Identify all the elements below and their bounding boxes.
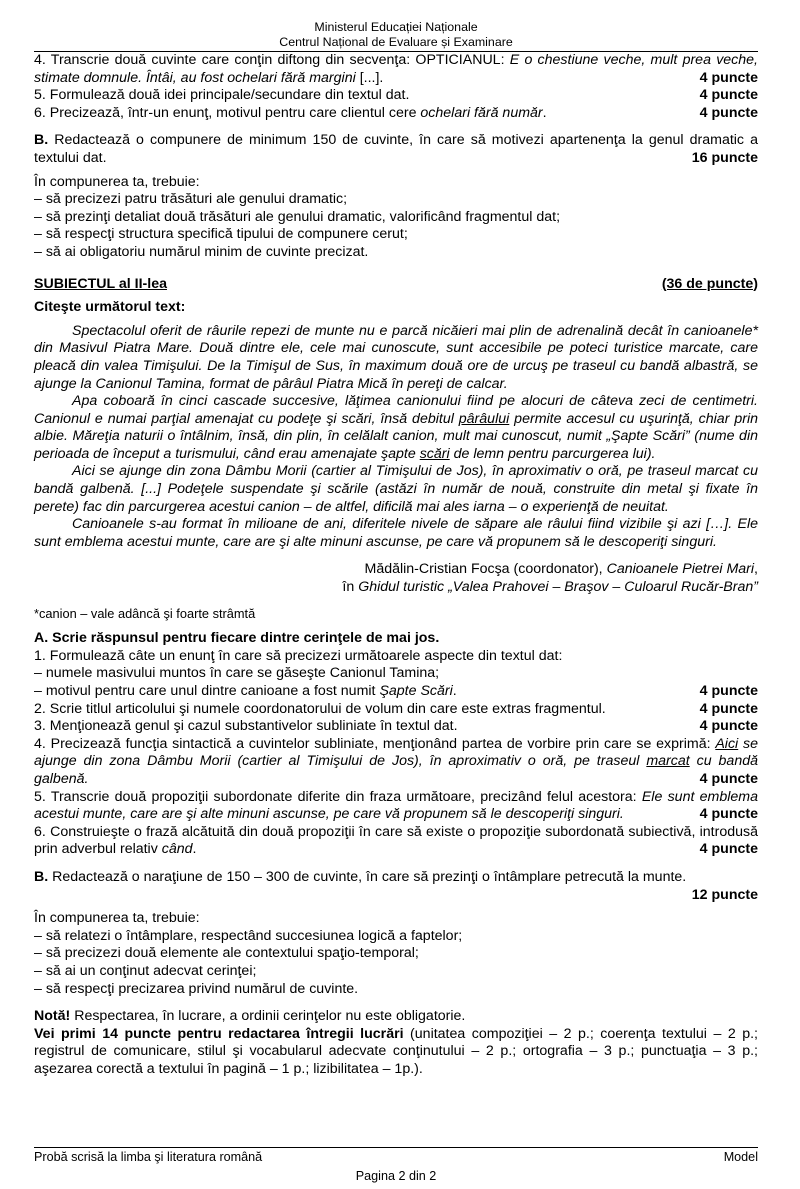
part-a-question-1: 1. Formulează câte un enunţ în care să precizezi următoarele aspecte din textul dat: [34,647,563,664]
part-a-question-4: 4. Precizează funcţia sintactică a cuvintelor subliniate, menţionând partea de vorbire prin care se exprimă: Aici se ajunge din zona Dâmbu Morii (cartier al Timişului de Jos), în aproximativ o oră, pe traseul marcat cu bandă galbenă. 4 puncte [34,735,758,787]
part-a-question-1-points: 4 puncte [699,683,758,699]
question-4: 4. Transcrie două cuvinte care conţin diftong din secvenţa: OPTICIANUL: E o chestiune veche, mult prea veche, stimate domnule. Întâi, au fost ochelari fără margini [...]. 4 puncte [34,52,758,86]
question-4-points: 4 puncte [699,69,758,86]
essay-requirement: – să precizezi patru trăsături ale genului dramatic; [34,191,348,208]
exam-page [34,0,758,1078]
footer-model-label: Model [723,1150,758,1164]
part-b-narrative-points: 12 puncte [691,886,758,903]
subject-2-heading [34,276,758,294]
page-header [34,0,758,49]
read-instruction: Citeşte următorul text: [34,299,186,316]
part-a-question-6: 6. Construieşte o frază alcătuită din două propoziţii în care să existe o propoziţie subordonată subiectivă, introdusă prin adverbul relativ când. 4 puncte [34,823,758,858]
text-paragraph-3: Aici se ajunge din zona Dâmbu Morii (cartier al Timişului de Jos), în aproximativ o oră, pe traseul marcat cu bandă galbenă. [...] Podeţele suspendate şi scările (astăzi în număr de nouă, construite din metal şi fixate în perete) fac din parcurgerea acestui canion – de altfel, dificilă mai ales iarna – o experienţă de neuitat. [34,463,758,515]
text-paragraph-1: Spectacolul oferit de râurile repezi de munte nu e parcă nicăieri mai plin de adrenalină decât în canioanele* din Masivul Piatra Mare. Două dintre ele, cele mai cunoscute, sunt accesibile pe poteci turistice marcate, care pleacă din valea Timişului. De la Timişul de Sus, în maximum două ore de urcuş pe traseul cu bandă albastră, se ajunge la Canionul Tamina, format de pârâul Piatra Mică în pereţi de calcar. [34,322,758,392]
part-b-essay-points: 16 puncte [691,149,758,166]
footer-page-number: Pagina 2 din 2 [355,1169,437,1183]
part-a-question-1-item: – motivul pentru care unul dintre canioane a fost numit Şapte Scări. 4 puncte [34,683,758,699]
part-a-title: A. Scrie răspunsul pentru fiecare dintre cerinţele de mai jos. [34,630,440,647]
subject-2-title: SUBIECTUL al II-lea [34,275,167,292]
narrative-requirements-intro: În compunerea ta, trebuie: [34,910,200,927]
part-a-question-5: 5. Transcrie două propoziţii subordonate diferite din fraza următoare, precizând felul acestora: Ele sunt emblema acestui munte, care are şi alte minuni ascunse, pe care vă propunem să le descoperiţi singuri. 4 puncte [34,788,758,823]
part-a-question-3: 3. Menţionează genul şi cazul substantivelor subliniate în textul dat. 4 puncte [34,718,758,735]
footer-exam-name: Probă scrisă la limba şi literatura română [34,1150,263,1164]
narrative-requirement: – să precizezi două elemente ale contextului spaţio-temporal; [34,945,419,962]
footnote: *canion – vale adâncă şi foarte strâmtă [34,605,256,621]
part-a-question-2: 2. Scrie titlul articolului şi numele coordonatorului de volum din care este extras fragmentul. 4 puncte [34,700,758,717]
source-line-2: în Ghidul turistic „Valea Prahovei – Braşov – Culoarul Rucăr-Bran” [342,579,758,596]
text-paragraph-2: Apa coboară în cinci cascade succesive, lăţimea canionului fiind pe alocuri de câteva zeci de centimetri. Canionul e numai parţial amenajat cu podeţe şi scări, însă debitul pârâului permite accesul cu uşurinţă, chiar prin albie. Măreţia naturii o întâlnim, însă, din plin, în celălalt canion, mult mai cunoscut, numit „Şapte Scări” (nume din perioada de început a turismului, când erau amenajate şapte scări de lemn pentru parcurgerea lui). [34,393,758,462]
footer-divider [34,1147,758,1148]
question-5-points: 4 puncte [699,87,758,104]
question-6: 6. Precizează, într-un enunţ, motivul pentru care clientul cere ochelari fără număr. 4 puncte [34,104,758,121]
part-b-essay-task: B. Redactează o compunere de minimum 150 de cuvinte, în care să motivezi apartenenţa la genul dramatic a textului dat. 16 puncte [34,132,758,166]
text-paragraph-4: Canioanele s-au format în milioane de ani, diferitele nivele de săpare ale râului fiind vizibile şi azi […]. Ele sunt emblema acestui munte, care are şi alte minuni ascunse, pe care vă propunem să le descoperiţi singuri. [34,516,758,550]
part-a-question-3-points: 4 puncte [699,718,758,735]
subject-2-points: (36 de puncte) [661,275,758,292]
essay-requirements-intro: În compunerea ta, trebuie: [34,173,200,190]
part-a-question-2-points: 4 puncte [699,700,758,717]
part-b-narrative-task: B. Redactează o naraţiune de 150 – 300 de cuvinte, în care să prezinţi o întâmplare petrecută la munte. 12 puncte [34,868,758,903]
grading-note: Vei primi 14 puncte pentru redactarea întregii lucrări (unitatea compoziţiei – 2 p.; coerenţa textului – 2 p.; registrul de comunicare, stilul şi vocabularul adecvate conţinutului – 2 p.; ortografia – 3 p.; punctuaţia – 3 p.; aşezarea corectă a textului în pagină – 1 p.; lizibilitatea – 1p.). [34,1025,759,1077]
essay-requirement: – să prezinţi detaliat două trăsături ale genului dramatic, valorificând fragmentul dat; [34,208,561,225]
part-a-question-6-points: 4 puncte [699,841,758,858]
note-line: Notă! Respectarea, în lucrare, a ordinii cerinţelor nu este obligatorie. [34,1008,466,1025]
part-a-question-1-item: – numele masivului muntos în care se găseşte Canionul Tamina; [34,665,440,682]
part-a-question-5-points: 4 puncte [699,806,758,823]
narrative-requirement: – să ai un conţinut adecvat cerinţei; [34,962,257,979]
source-line-1: Mădălin-Cristian Focşa (coordonator), Canioanele Pietrei Mari, [364,561,758,578]
narrative-requirement: – să respecţi precizarea privind numărul de cuvinte. [34,980,359,997]
header-ministry: Ministerul Educației Naționale [314,20,478,34]
header-center: Centrul Național de Evaluare și Examinare [279,34,513,49]
essay-requirement: – să ai obligatoriu numărul minim de cuvinte precizat. [34,243,369,260]
underlined-word-paraului: pârâului [458,410,510,427]
part-a-question-4-points: 4 puncte [699,770,758,787]
question-5: 5. Formulează două idei principale/secundare din textul dat. 4 puncte [34,87,758,104]
underlined-word-scari: scări [419,445,450,462]
essay-requirement: – să respecţi structura specifică tipului de compunere cerut; [34,226,408,243]
question-6-points: 4 puncte [699,104,758,121]
narrative-requirement: – să relatezi o întâmplare, respectând succesiunea logică a faptelor; [34,927,463,944]
